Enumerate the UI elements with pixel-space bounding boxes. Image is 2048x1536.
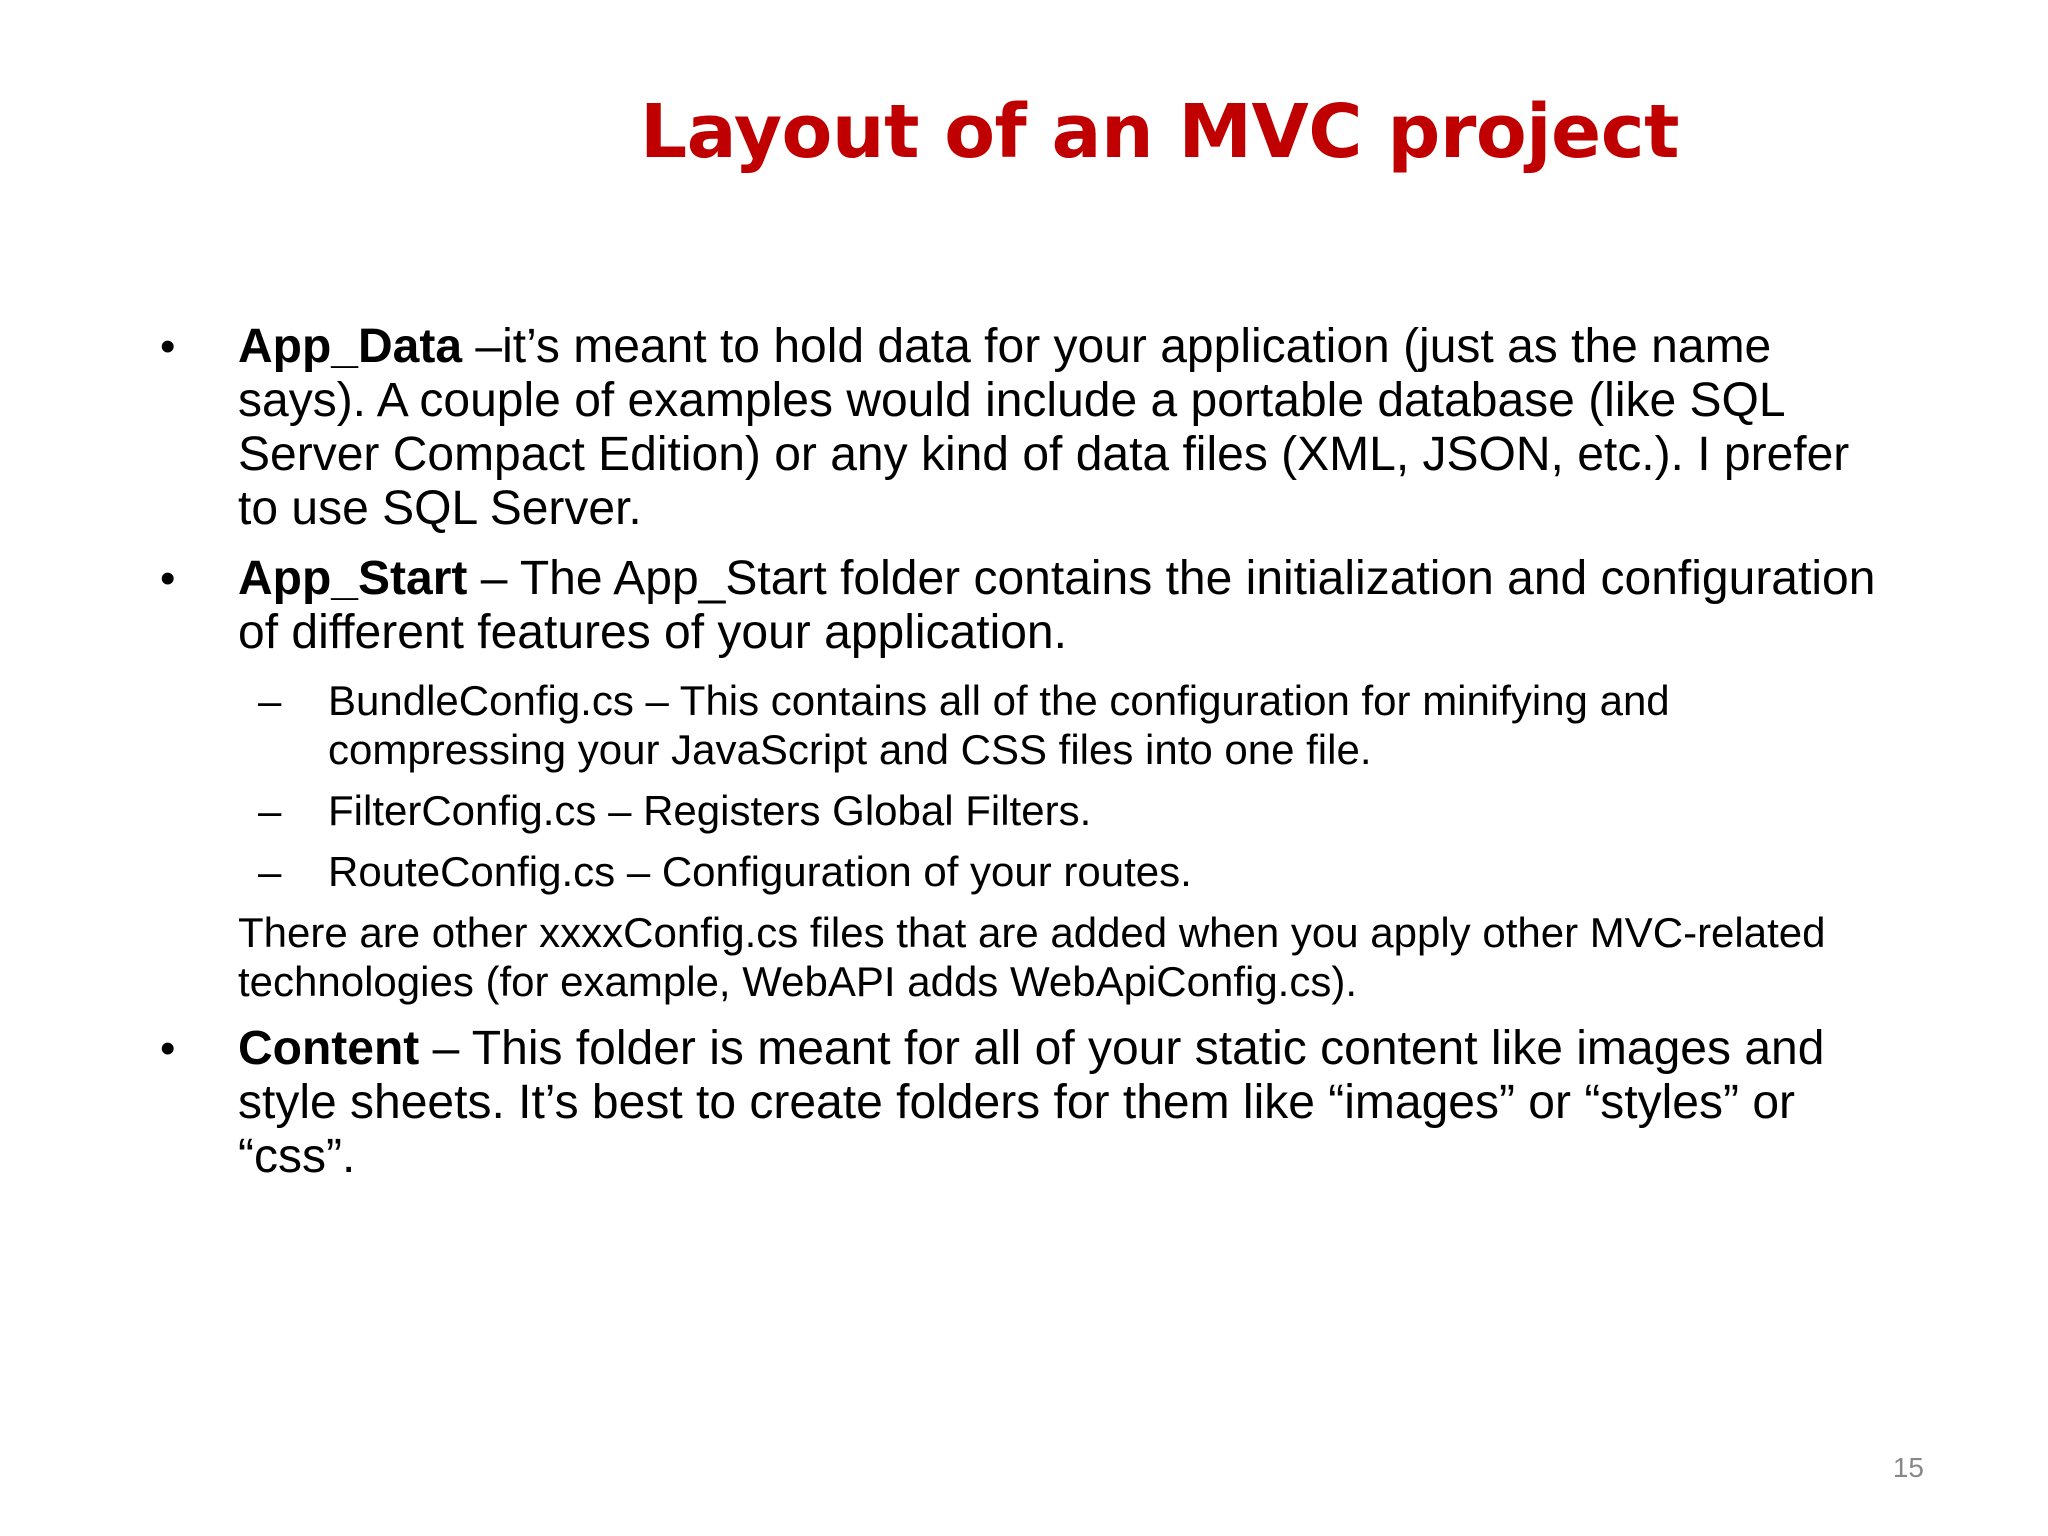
page-number: 15 [1892,1452,1924,1483]
app-start-note: There are other xxxxConfig.cs files that are added when you apply other MVC-related technologies (for example, WebAPI adds WebApiConfig.cs). [238,909,1826,1005]
sub-item-filterconfig [258,786,1880,835]
bullet-app-data [160,320,1880,536]
bullet-text [238,552,1880,660]
bullet-term: App_Data [238,320,463,373]
sub-item-text: FilterConfig.cs – Registers Global Filters. [328,787,1092,834]
app-start-sub-list [258,676,1880,896]
bullet-text [238,320,1880,536]
sub-item-routeconfig [258,847,1880,896]
bullet-marker: • [160,1024,176,1073]
bullet-marker: • [160,554,176,603]
bullet-description: – The App_Start folder contains the initialization and configuration of different features of your application. [238,552,1876,659]
sub-item-marker: – [258,787,282,834]
bullet-term: App_Start [238,552,468,605]
bullet-marker: • [160,322,176,371]
bullet-content [160,1022,1880,1184]
sub-item-bundleconfig [258,676,1880,774]
bullet-term: Content [238,1022,420,1075]
slide-content [160,320,1880,1200]
sub-item-text: RouteConfig.cs – Configuration of your routes. [328,848,1192,895]
slide-title: Layout of an MVC project [640,89,1679,175]
sub-item-marker: – [258,848,282,895]
sub-item-marker: – [258,677,282,724]
bullet-description: –it’s meant to hold data for your application (just as the name says). A couple of examples would include a portable database (like SQL Server Compact Edition) or any kind of data files (XML, JSON, etc.). I prefer to use SQL Server. [238,320,1850,535]
bullet-description: – This folder is meant for all of your static content like images and style sheets. It’s best to create folders for them like “images” or “styles” or “css”. [238,1022,1825,1183]
bullet-text [238,1022,1880,1184]
sub-item-text: BundleConfig.cs – This contains all of the configuration for minifying and compressing your JavaScript and CSS files into one file. [328,677,1670,773]
bullet-app-start [160,552,1880,660]
